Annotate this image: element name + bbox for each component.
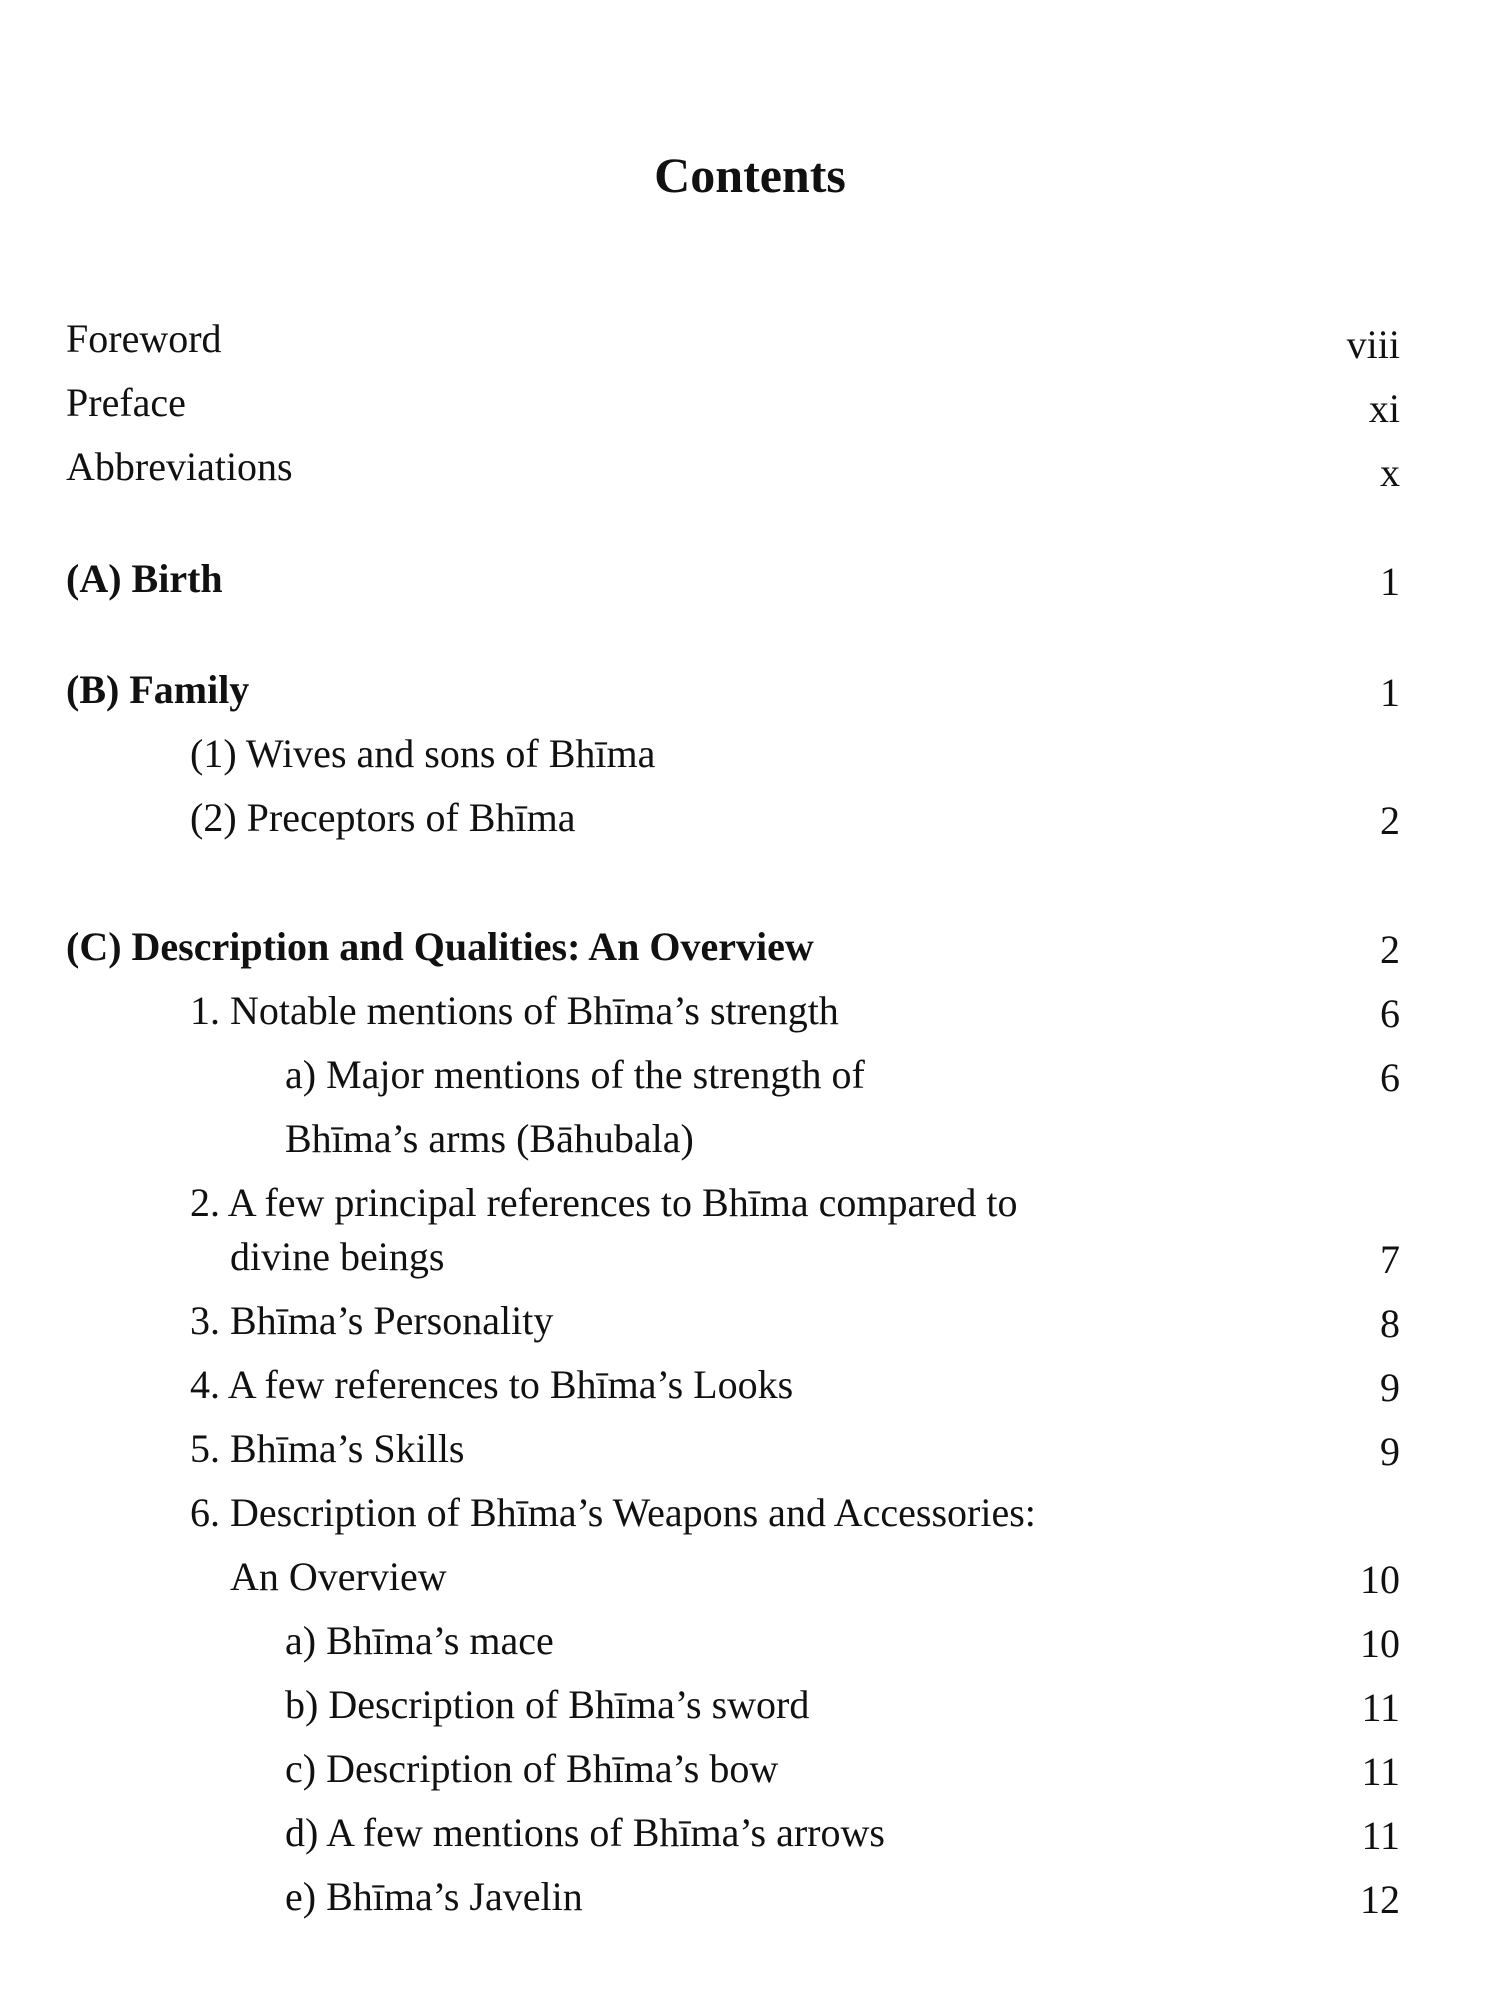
toc-entry-weapons: 6. Description of Bhīma’s Weapons and Accessories: [190, 1490, 1036, 1535]
toc-entry-personality: 3. Bhīma’s Personality [190, 1298, 554, 1343]
page-number: 11 [1361, 1813, 1400, 1858]
page-number: 10 [1360, 1557, 1400, 1602]
toc-section-family: (B) Family [66, 667, 250, 712]
page-number: 2 [1380, 927, 1400, 972]
toc-entry-skills: 5. Bhīma’s Skills [190, 1426, 465, 1471]
page-number: 7 [1380, 1237, 1400, 1282]
toc-entry-divine-comparison-cont: divine beings [230, 1234, 445, 1279]
page-number: 8 [1380, 1301, 1400, 1346]
page-number: 1 [1380, 559, 1400, 604]
toc-entry-wives-sons: (1) Wives and sons of Bhīma [190, 731, 656, 776]
page-title: Contents [654, 147, 846, 203]
toc-entry-mace: a) Bhīma’s mace [285, 1618, 554, 1663]
toc-section-birth: (A) Birth [66, 556, 223, 601]
page-number: 9 [1380, 1365, 1400, 1410]
toc-entry-arrows: d) A few mentions of Bhīma’s arrows [285, 1810, 885, 1855]
toc-entry-looks: 4. A few references to Bhīma’s Looks [190, 1362, 794, 1407]
toc-entry-javelin: e) Bhīma’s Javelin [285, 1874, 583, 1919]
page-number: 6 [1380, 1055, 1400, 1100]
toc-entry-sword: b) Description of Bhīma’s sword [285, 1682, 810, 1727]
page-number: 12 [1360, 1877, 1400, 1922]
page-number: 9 [1380, 1429, 1400, 1474]
toc-entry-arm-strength: a) Major mentions of the strength of [285, 1052, 865, 1097]
toc-entry-preface: Preface [66, 380, 186, 425]
toc-entry-foreword: Foreword [66, 316, 222, 361]
page-number: viii [1346, 322, 1400, 367]
page-number: 6 [1380, 991, 1400, 1036]
page-number: 2 [1380, 798, 1400, 843]
page-number: 11 [1361, 1685, 1400, 1730]
page-number: 10 [1360, 1621, 1400, 1666]
toc-entry-weapons-cont: An Overview [230, 1554, 447, 1599]
toc-entry-bow: c) Description of Bhīma’s bow [285, 1746, 779, 1791]
toc-entry-arm-strength-cont: Bhīma’s arms (Bāhubala) [285, 1116, 694, 1161]
toc-section-description: (C) Description and Qualities: An Overview [66, 924, 814, 969]
toc-entry-abbreviations: Abbreviations [66, 444, 293, 489]
page-number: xi [1368, 386, 1400, 431]
page-number: 1 [1380, 670, 1400, 715]
page-number: x [1380, 450, 1400, 495]
toc-entry-divine-comparison: 2. A few principal references to Bhīma compared to [190, 1180, 1018, 1225]
page-number: 11 [1361, 1749, 1400, 1794]
toc-entry-preceptors: (2) Preceptors of Bhīma [190, 795, 576, 840]
toc-entry-strength: 1. Notable mentions of Bhīma’s strength [190, 988, 839, 1033]
